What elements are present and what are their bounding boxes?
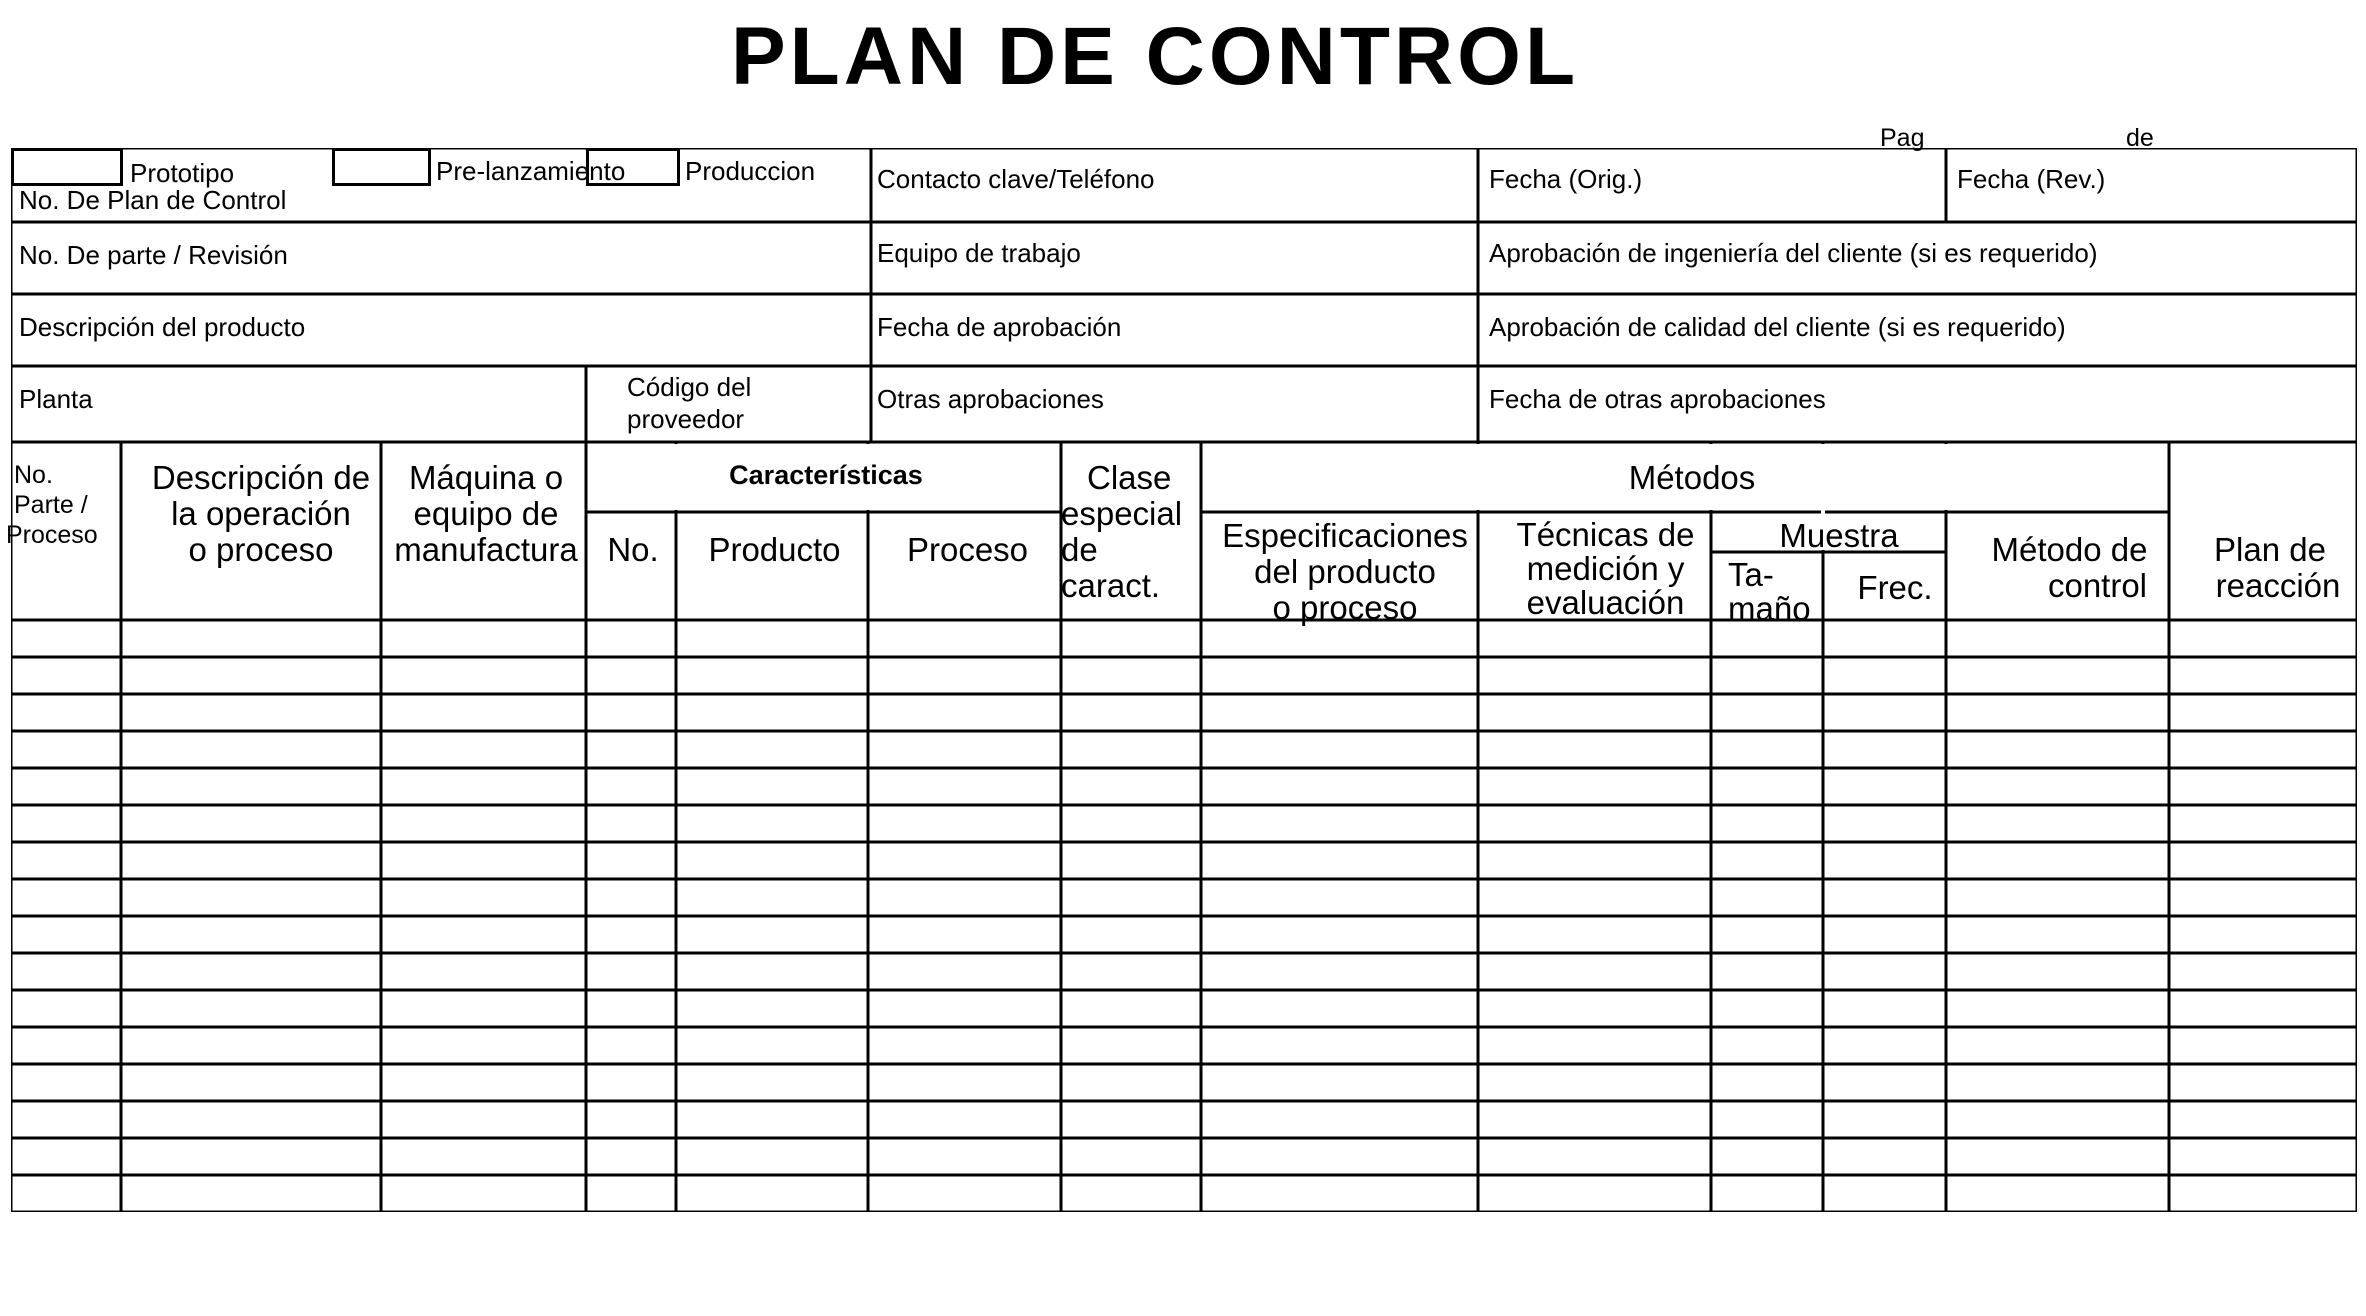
col-header-especificaciones-line1: Especificaciones [1222, 517, 1468, 554]
otras-aprobaciones-field[interactable]: Otras aprobaciones [877, 384, 1104, 414]
descripcion-producto-field[interactable]: Descripción del producto [19, 312, 306, 342]
col-header-tecnicas-line3: evaluación [1526, 584, 1685, 621]
fecha-aprobacion-field[interactable]: Fecha de aprobación [877, 312, 1122, 342]
col-header-descripcion-line1: Descripción de [151, 459, 371, 496]
col-header-parte-proceso-line3: Proceso [6, 521, 98, 549]
col-header-caracteristicas: Características [729, 460, 923, 490]
planta-field[interactable]: Planta [19, 384, 93, 414]
checkbox-label-prototipo: Prototipo [130, 158, 235, 188]
col-header-descripcion-line3: o proceso [188, 531, 334, 568]
col-header-metodos: Métodos [1628, 459, 1756, 496]
checkbox-label-produccion: Produccion [685, 156, 816, 186]
checkbox-produccion[interactable] [586, 148, 680, 186]
col-header-caract-producto: Producto [708, 531, 841, 568]
col-header-clase-line3: de [1061, 531, 1098, 568]
fecha-orig-field[interactable]: Fecha (Orig.) [1489, 164, 1643, 194]
contacto-field[interactable]: Contacto clave/Teléfono [877, 164, 1155, 194]
col-header-especificaciones [1201, 518, 1489, 626]
col-header-metodo-control-line1: Método de [1991, 531, 2148, 568]
col-header-metodo-control [1956, 532, 2183, 604]
col-header-especificaciones-line3: o proceso [1272, 589, 1418, 626]
fecha-rev-field[interactable]: Fecha (Rev.) [1957, 164, 2106, 194]
checkbox-prototipo[interactable] [11, 148, 123, 186]
col-header-descripcion-line2: la operación [171, 495, 351, 532]
pag-label: Pag [1880, 124, 1925, 152]
plan-no-field[interactable]: No. De Plan de Control [19, 185, 287, 215]
col-header-clase-line4: caract. [1061, 567, 1161, 604]
col-header-parte-proceso-line2: Parte / [14, 491, 88, 519]
page-title: PLAN DE CONTROL [730, 11, 1580, 102]
col-header-parte-proceso-line1: No. [14, 461, 53, 489]
control-plan-form [6, 148, 2357, 1212]
col-header-clase-especial [1061, 460, 1182, 604]
col-header-parte-proceso [6, 460, 98, 550]
col-header-tamano-line2: maño [1728, 590, 1811, 627]
col-header-especificaciones-line2: del producto [1254, 553, 1436, 590]
col-header-maquina-line1: Máquina o [408, 459, 564, 496]
col-header-tamano [1722, 558, 1840, 626]
col-header-clase-line2: especial [1061, 495, 1183, 532]
col-header-maquina-line3: manufactura [394, 531, 578, 568]
col-header-plan-reaccion-line2: reacción [2215, 567, 2341, 604]
aprobacion-ingenieria-field[interactable]: Aprobación de ingeniería del cliente (si es requerido) [1489, 238, 2098, 268]
col-header-descripcion-operacion [131, 460, 391, 568]
codigo-proveedor-field[interactable]: Código del [627, 372, 752, 402]
col-header-clase-line1: Clase [1087, 459, 1172, 496]
col-header-caract-no: No. [607, 531, 659, 568]
col-header-metodo-control-line2: control [2047, 567, 2148, 604]
checkbox-label-pre-lanzamiento: Pre-lanzamiento [436, 156, 626, 186]
aprobacion-calidad-field[interactable]: Aprobación de calidad del cliente (si es requerido) [1489, 312, 2066, 342]
col-header-tecnicas-line2: medición y [1526, 550, 1685, 587]
form-grid [11, 148, 2357, 1212]
parte-revision-field[interactable]: No. De parte / Revisión [19, 240, 288, 270]
col-header-plan-reaccion [2183, 532, 2357, 604]
col-header-tamano-line1: Ta- [1728, 556, 1774, 593]
checkbox-pre-lanzamiento[interactable] [332, 148, 431, 186]
col-header-tecnicas-line1: Técnicas de [1516, 516, 1695, 553]
codigo-proveedor-field-line2: proveedor [627, 404, 745, 434]
col-header-maquina-equipo [384, 460, 588, 568]
col-header-plan-reaccion-line1: Plan de [2214, 532, 2326, 568]
equipo-trabajo-field[interactable]: Equipo de trabajo [877, 238, 1081, 268]
col-header-tecnicas [1489, 518, 1722, 620]
de-label: de [2126, 124, 2154, 152]
col-header-frec: Frec. [1857, 569, 1933, 606]
col-header-muestra: Muestra [1779, 517, 1899, 554]
col-header-caract-proceso: Proceso [906, 531, 1029, 568]
fecha-otras-field[interactable]: Fecha de otras aprobaciones [1489, 384, 1826, 414]
col-header-maquina-line2: equipo de [413, 495, 559, 532]
